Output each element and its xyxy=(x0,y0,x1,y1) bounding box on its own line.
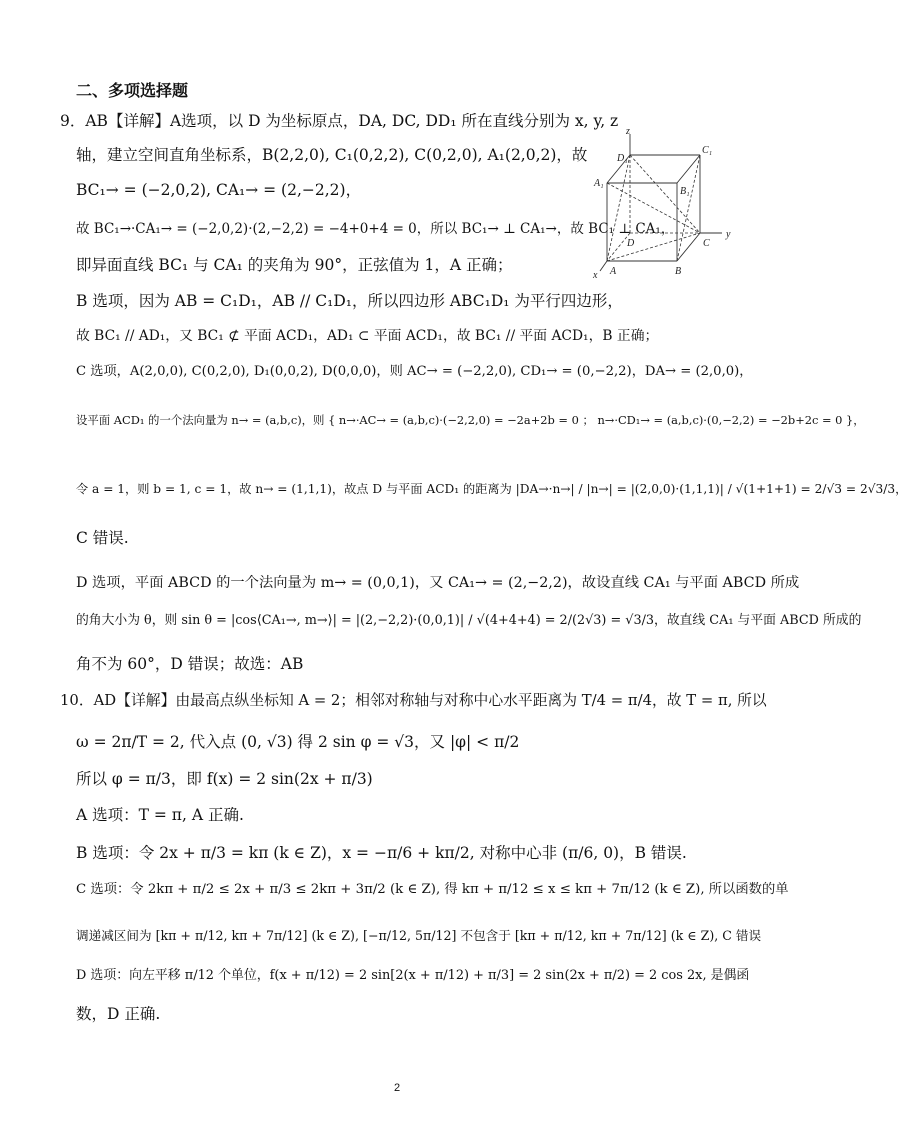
label-D: D xyxy=(627,238,635,249)
text-line: 故 BC₁→·CA₁→ = (−2,0,2)·(2,−2,2) = −4+0+4 = 0，所以 BC₁→ ⊥ CA₁→，故 BC₁ ⊥ CA₁， xyxy=(76,221,675,237)
label-B1: B₁ xyxy=(680,186,690,197)
text-line: B 选项，因为 AB = C₁D₁，AB // C₁D₁，所以四边形 ABC₁D₁ 为平行四边形， xyxy=(76,292,623,310)
text-line: 故 BC₁ // AD₁，又 BC₁ ⊄ 平面 ACD₁，AD₁ ⊂ 平面 ACD₁，故 BC₁ // 平面 ACD₁，B 正确； xyxy=(76,328,659,344)
label-z: z xyxy=(626,126,630,137)
text-line: 角不为 60°，D 错误；故选：AB xyxy=(76,655,304,673)
text-line: C 选项：令 2kπ + π/2 ≤ 2x + π/3 ≤ 2kπ + 3π/2 (k ∈ Z), 得 kπ + π/12 ≤ x ≤ kπ + 7π/12 (k ∈ Z), 所以函数的单 xyxy=(76,882,789,897)
label-B: B xyxy=(675,266,682,277)
label-C: C xyxy=(703,238,710,249)
text-line: 即异面直线 BC₁ 与 CA₁ 的夹角为 90°，正弦值为 1，A 正确； xyxy=(76,256,513,274)
page-number: 2 xyxy=(394,1082,401,1094)
text-line: 9．AB【详解】A选项，以 D 为坐标原点，DA, DC, DD₁ 所在直线分别为 x, y, z xyxy=(60,112,619,130)
text-line: 数，D 正确. xyxy=(76,1005,161,1023)
cube-figure xyxy=(590,128,740,293)
text-line: 10．AD【详解】由最高点纵坐标知 A = 2；相邻对称轴与对称中心水平距离为 T/4 = π/4，故 T = π, 所以 xyxy=(60,692,767,709)
text-line: 令 a = 1，则 b = 1, c = 1，故 n→ = (1,1,1)，故点 D 与平面 ACD₁ 的距离为 |DA→·n→| / |n→| = |(2,0,0)·(1,1,1)| / √(1+1+1) = 2/√3 = 2√3/3， xyxy=(76,482,907,496)
text-line: 轴，建立空间直角坐标系，B(2,2,0), C₁(0,2,2), C(0,2,0), A₁(2,0,2)，故 xyxy=(76,146,588,164)
text-line: 调递减区间为 [kπ + π/12, kπ + 7π/12] (k ∈ Z), [−π/12, 5π/12] 不包含于 [kπ + π/12, kπ + 7π/12] (k ∈ Z), C 错误 xyxy=(76,928,762,943)
text-line: C 选项，A(2,0,0), C(0,2,0), D₁(0,0,2), D(0,0,0)，则 AC→ = (−2,2,0), CD₁→ = (0,−2,2)，DA→ = (2,0,0)， xyxy=(76,364,753,379)
section-heading: 二、多项选择题 xyxy=(76,81,189,100)
label-y: y xyxy=(726,229,731,240)
text-line: 所以 φ = π/3，即 f(x) = 2 sin(2x + π/3) xyxy=(76,770,373,788)
text-line: BC₁→ = (−2,0,2), CA₁→ = (2,−2,2)， xyxy=(76,181,362,199)
text-line: D 选项：向左平移 π/12 个单位，f(x + π/12) = 2 sin[2(x + π/12) + π/3] = 2 sin(2x + π/2) = 2 cos 2x, 是偶函 xyxy=(76,968,750,983)
text-line: B 选项：令 2x + π/3 = kπ (k ∈ Z)，x = −π/6 + kπ/2, 对称中心非 (π/6, 0)，B 错误. xyxy=(76,844,687,862)
label-x: x xyxy=(593,270,598,281)
text-line: 设平面 ACD₁ 的一个法向量为 n→ = (a,b,c)，则 { n→·AC→ = (a,b,c)·(−2,2,0) = −2a+2b = 0 ； n→·CD₁→ = (a,b,c)·(0,−2,2) = −2b+2c = 0 }， xyxy=(76,413,865,427)
text-line: A 选项：T = π, A 正确. xyxy=(76,806,244,824)
text-line: ω = 2π/T = 2, 代入点 (0, √3) 得 2 sin φ = √3，又 |φ| < π/2 xyxy=(76,733,520,751)
text-line: 的角大小为 θ，则 sin θ = |cos⟨CA₁→, m→⟩| = |(2,−2,2)·(0,0,1)| / √(4+4+4) = 2/(2√3) = √3/3，故直线 CA₁ 与平面 ABCD 所成的 xyxy=(76,613,862,628)
text-line: C 错误. xyxy=(76,529,129,547)
text-line: D 选项，平面 ABCD 的一个法向量为 m→ = (0,0,1)，又 CA₁→ = (2,−2,2)，故设直线 CA₁ 与平面 ABCD 所成 xyxy=(76,575,800,591)
label-A1: A₁ xyxy=(594,178,604,189)
label-A: A xyxy=(610,266,617,277)
label-D1: D₁ xyxy=(617,153,628,164)
label-C1: C₁ xyxy=(702,145,713,156)
